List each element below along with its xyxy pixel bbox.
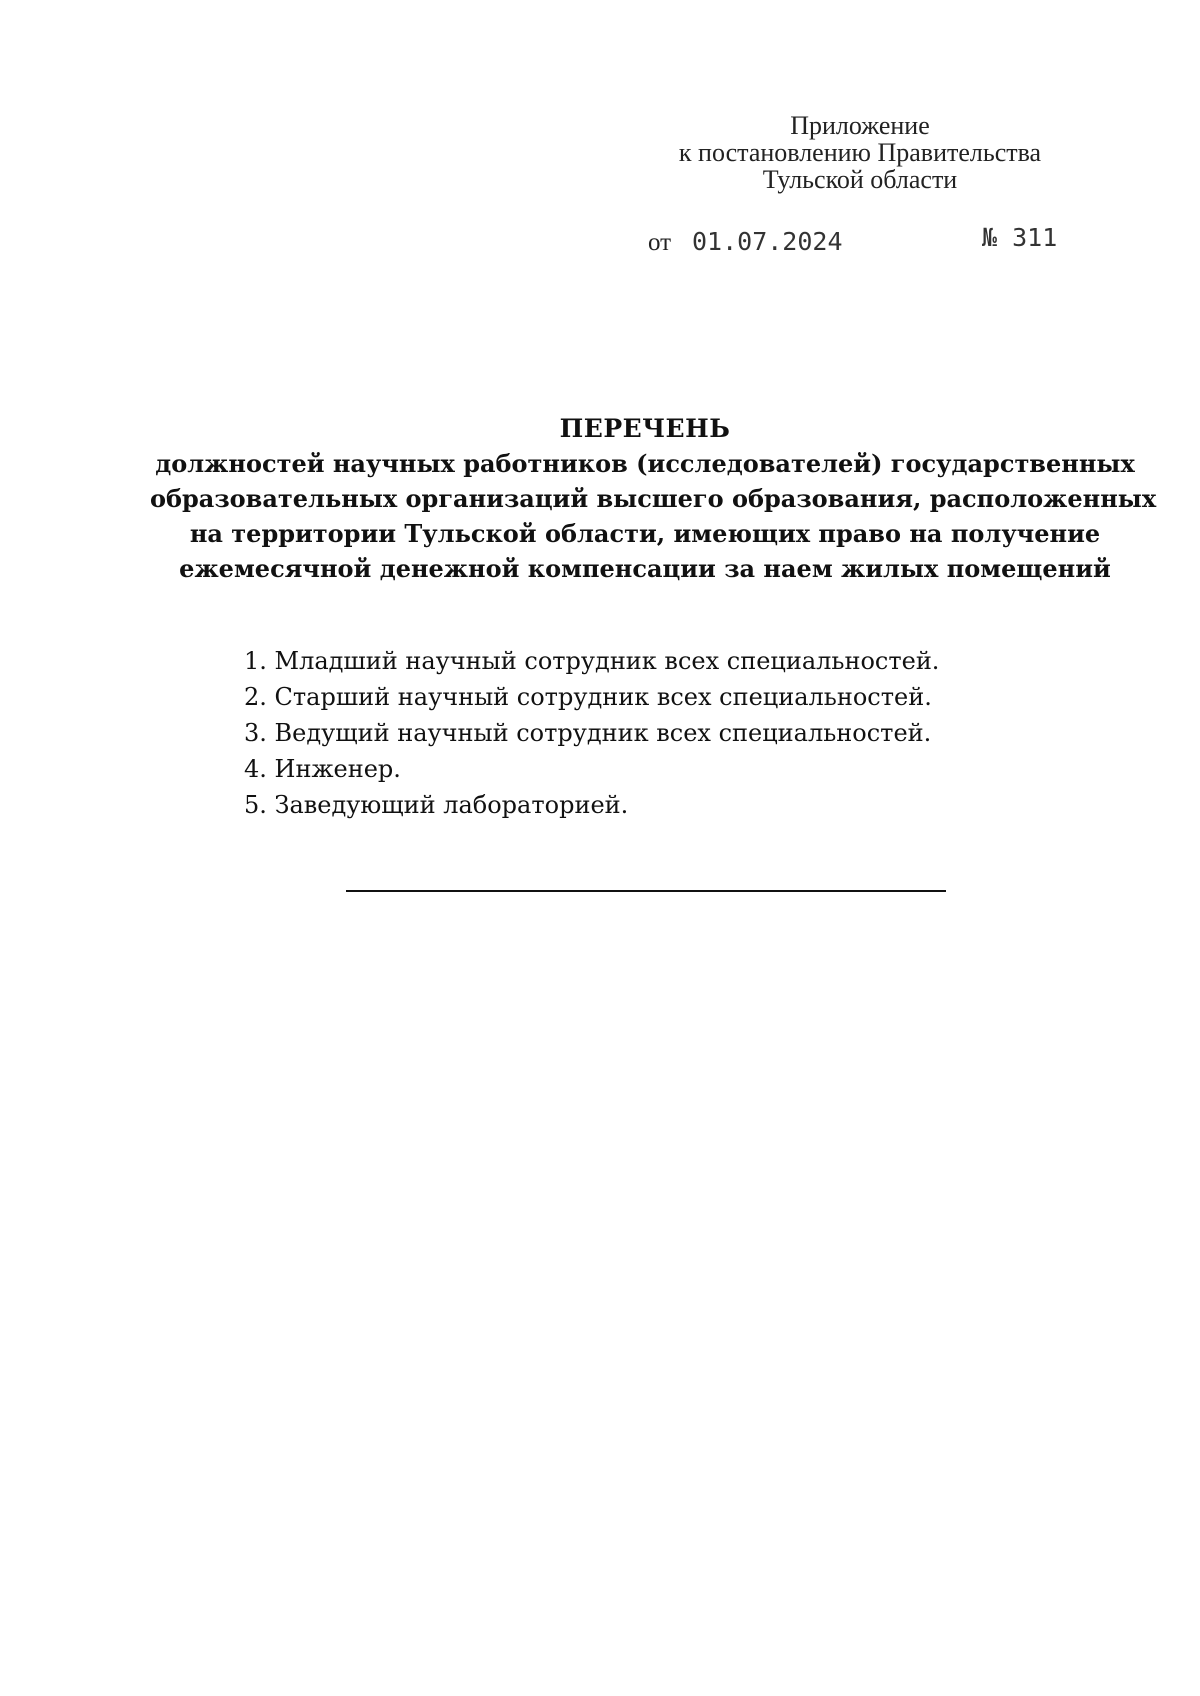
document-number: № 311	[982, 223, 1058, 252]
attachment-line-2: к постановлению Правительства	[678, 138, 1042, 167]
list-item: 5. Заведующий лабораторией.	[244, 791, 629, 819]
positions-list	[244, 643, 939, 823]
title-subheading	[150, 446, 1157, 586]
document-date: 01.07.2024	[692, 227, 843, 256]
attachment-header	[640, 112, 1080, 193]
title-line: на территории Тульской области, имеющих право на получение	[189, 519, 1101, 548]
date-prefix: от	[648, 229, 672, 256]
closing-separator-line	[346, 890, 946, 892]
attachment-line-3: Тульской области	[762, 165, 958, 194]
list-item: 4. Инженер.	[244, 755, 401, 783]
title-line: должностей научных работников (исследователей) государственных	[155, 449, 1135, 478]
title-line: образовательных организаций высшего образования, расположенных	[150, 484, 1157, 513]
list-item: 3. Ведущий научный сотрудник всех специальностей.	[244, 719, 932, 747]
document-title	[150, 412, 1157, 586]
title-line: ежемесячной денежной компенсации за наем жилых помещений	[179, 554, 1111, 583]
title-heading: ПЕРЕЧЕНЬ	[559, 414, 731, 443]
list-item: 1. Младший научный сотрудник всех специальностей.	[244, 647, 940, 675]
attachment-line-1: Приложение	[790, 111, 930, 140]
list-item: 2. Старший научный сотрудник всех специальностей.	[244, 683, 932, 711]
